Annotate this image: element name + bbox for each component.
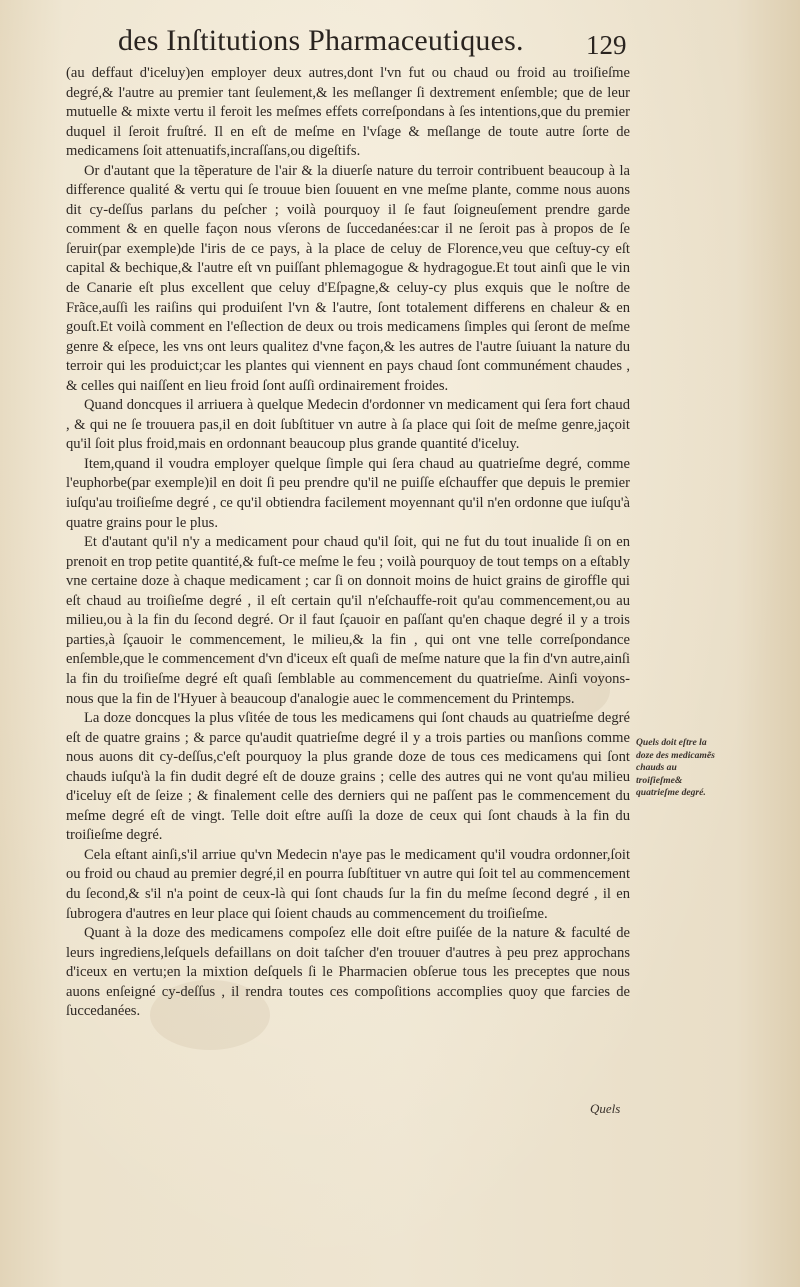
paragraph: Quand doncques il arriuera à quelque Medecin d'ordonner vn medicament qui ſera fort chaud , & qui ne ſe trouuera pas,il en doit ſubſtituer vn autre à ſa place qui ſoit de meſme genre,jaçoit qu'il ſoit plus froid,mais en ordonnant beaucoup plus grande quantité d'iceluy. — [66, 397, 630, 453]
page-number: 129 — [586, 30, 627, 60]
paragraph: Quant à la doze des medicamens compoſez elle doit eſtre puiſée de la nature & faculté de leurs ingrediens,leſquels defaillans on doit taſcher d'en trouuer d'autres à peu prez approchans d'iceux en vertu;en la mixtion deſquels ſi le Pharmacien obſerue tous les preceptes que nous auons enſeigné cy-deſſus , il rendra toutes ces compoſitions accomplies quoy que farcies de ſuccedanées. — [66, 925, 630, 1020]
paragraph: Item,quand il voudra employer quelque ſimple qui ſera chaud au quatrieſme degré, comme l'euphorbe(par exemple)il en doit ſi peu prendre qu'il ne puiſſe eſchauffer que depuis le premier iuſqu'au troiſieſme degré , ce qu'il obtiendra facilement moyennant qu'il n'en ordonne que iuſqu'à quatre grains pour le plus. — [66, 455, 630, 531]
paragraph: (au deffaut d'iceluy)en employer deux autres,dont l'vn fut ou chaud ou froid au troiſieſme degré,& l'autre au premier tant ſeulement,& les meſlanger ſi dextrement enſemble; que de leur mutuelle & mixte vertu il feroit les meſmes effets correſpondans à ſes intentions,que du premier duquel il ſeroit fruſtré. Il en eſt de meſme en l'vſage & meſlange de toute autre ſorte de medicamens ſoit attenuatifs,incraſſans,ou digeſtifs. — [66, 65, 630, 160]
body-text — [66, 64, 630, 1022]
catchword: Quels — [590, 1101, 621, 1116]
margin-note: Quels doit eſtre la doze des medicamẽs chauds au troiſieſme& quatrieſme degré. — [636, 737, 715, 799]
running-head: des Inſtitutions Pharmaceutiques. — [118, 24, 524, 57]
paragraph: La doze doncques la plus vſitée de tous les medicamens qui ſont chauds au quatrieſme degré eſt de quatre grains ; & parce qu'audit quatrieſme degré il y a trois parties ou manſions comme nous auons dit cy-deſſus,c'eſt pourquoy la plus grande doze de tous ces medicamens qui ſont chauds iuſqu'à la fin dudit degré eſt de douze grains ; celle des autres qui ne vont qu'au milieu d'iceluy eſt de ſeize ; & finalement celle des derniers qui ne paſſent pas le commencement du meſme degré eſt de vingt. Telle doit eſtre auſſi la doze de ceux qui ſont chauds à la fin du troiſieſme degré. — [66, 710, 630, 844]
paragraph: Et d'autant qu'il n'y a medicament pour chaud qu'il ſoit, qui ne fut du tout inualide ſi on en prenoit en trop petite quantité,& fuſt-ce meſme le feu ; voilà pourquoy de tout temps on a eſtably vne certaine doze à chaque medicament ; car ſi on donnoit moins de huict grains de giroffle qui eſt chaud au troiſieſme degré , il eſt certain qu'il n'eſchauffe-roit qu'au commencement,ou au milieu,ou à la fin du ſecond degré. Or il faut ſçauoir en paſſant qu'en chaque degré il y a trois parties,à ſçauoir le commencement, le milieu,& la fin , qui ont vne telle correſpondance enſemble,que le commencement d'vn d'iceux eſt quaſi de meſme nature que la fin d'vn autre,ainſi la fin du troiſieſme degré eſt quaſi ſemblable au commencement du quatrieſme. Ainſi voyons-nous que la fin de l'Hyuer à beaucoup d'analogie auec le commencement du Printemps. — [66, 534, 630, 707]
paragraph: Cela eſtant ainſi,s'il arriue qu'vn Medecin n'aye pas le medicament qu'il voudra ordonner,ſoit ou froid ou chaud au premier degré,il en pourra ſubſtituer vn autre qui ſoit tel au commencement du ſecond,& s'il n'a point de ceux-là qui ſont chauds ſur la fin du meſme ſecond degré , il en ſubrogera d'autres en leur place qui ſoient chauds au commencement du troiſieſme. — [66, 846, 630, 922]
paragraph: Or d'autant que la tẽperature de l'air & la diuerſe nature du terroir contribuent beaucoup à la difference qualité & vertu qui ſe trouue bien ſouuent en vne meſme plante, comme nous auons dit cy-deſſus parlans du peſcher ; voilà pourquoy il ſe faut ſoigneuſement prendre garde comment & en quelle façon nous vſerons de ſuccedanées:car il ne ſeroit pas à propos de ſe ſeruir(par exemple)de l'iris de ce pays, à la place de celuy de Florence,veu que ceſtuy-cy eſt capital & bechique,& l'autre eſt vn puiſſant phlemagogue & hydragogue.Et tout ainſi que le vin de Canarie eſt plus excellent que celuy d'Eſpagne,& celuy-cy plus exquis que le noſtre de Frãce,auſſi les raiſins qui produiſent l'vn & l'autre, ſont totalement differens en chaleur & en gouſt.Et voilà comment en l'eſlection de deux ou trois medicamens ſimples qui ſeront de meſme genre & eſpece, les vns ont leurs qualitez d'vne façon,& les autres de l'autre ſuiuant la nature du terroir qui les produict;car les plantes qui viennent en pays chaud ſont communément chaudes , & celles qui naiſſent en lieu froid ſont auſſi ordinairement froides. — [66, 162, 630, 394]
